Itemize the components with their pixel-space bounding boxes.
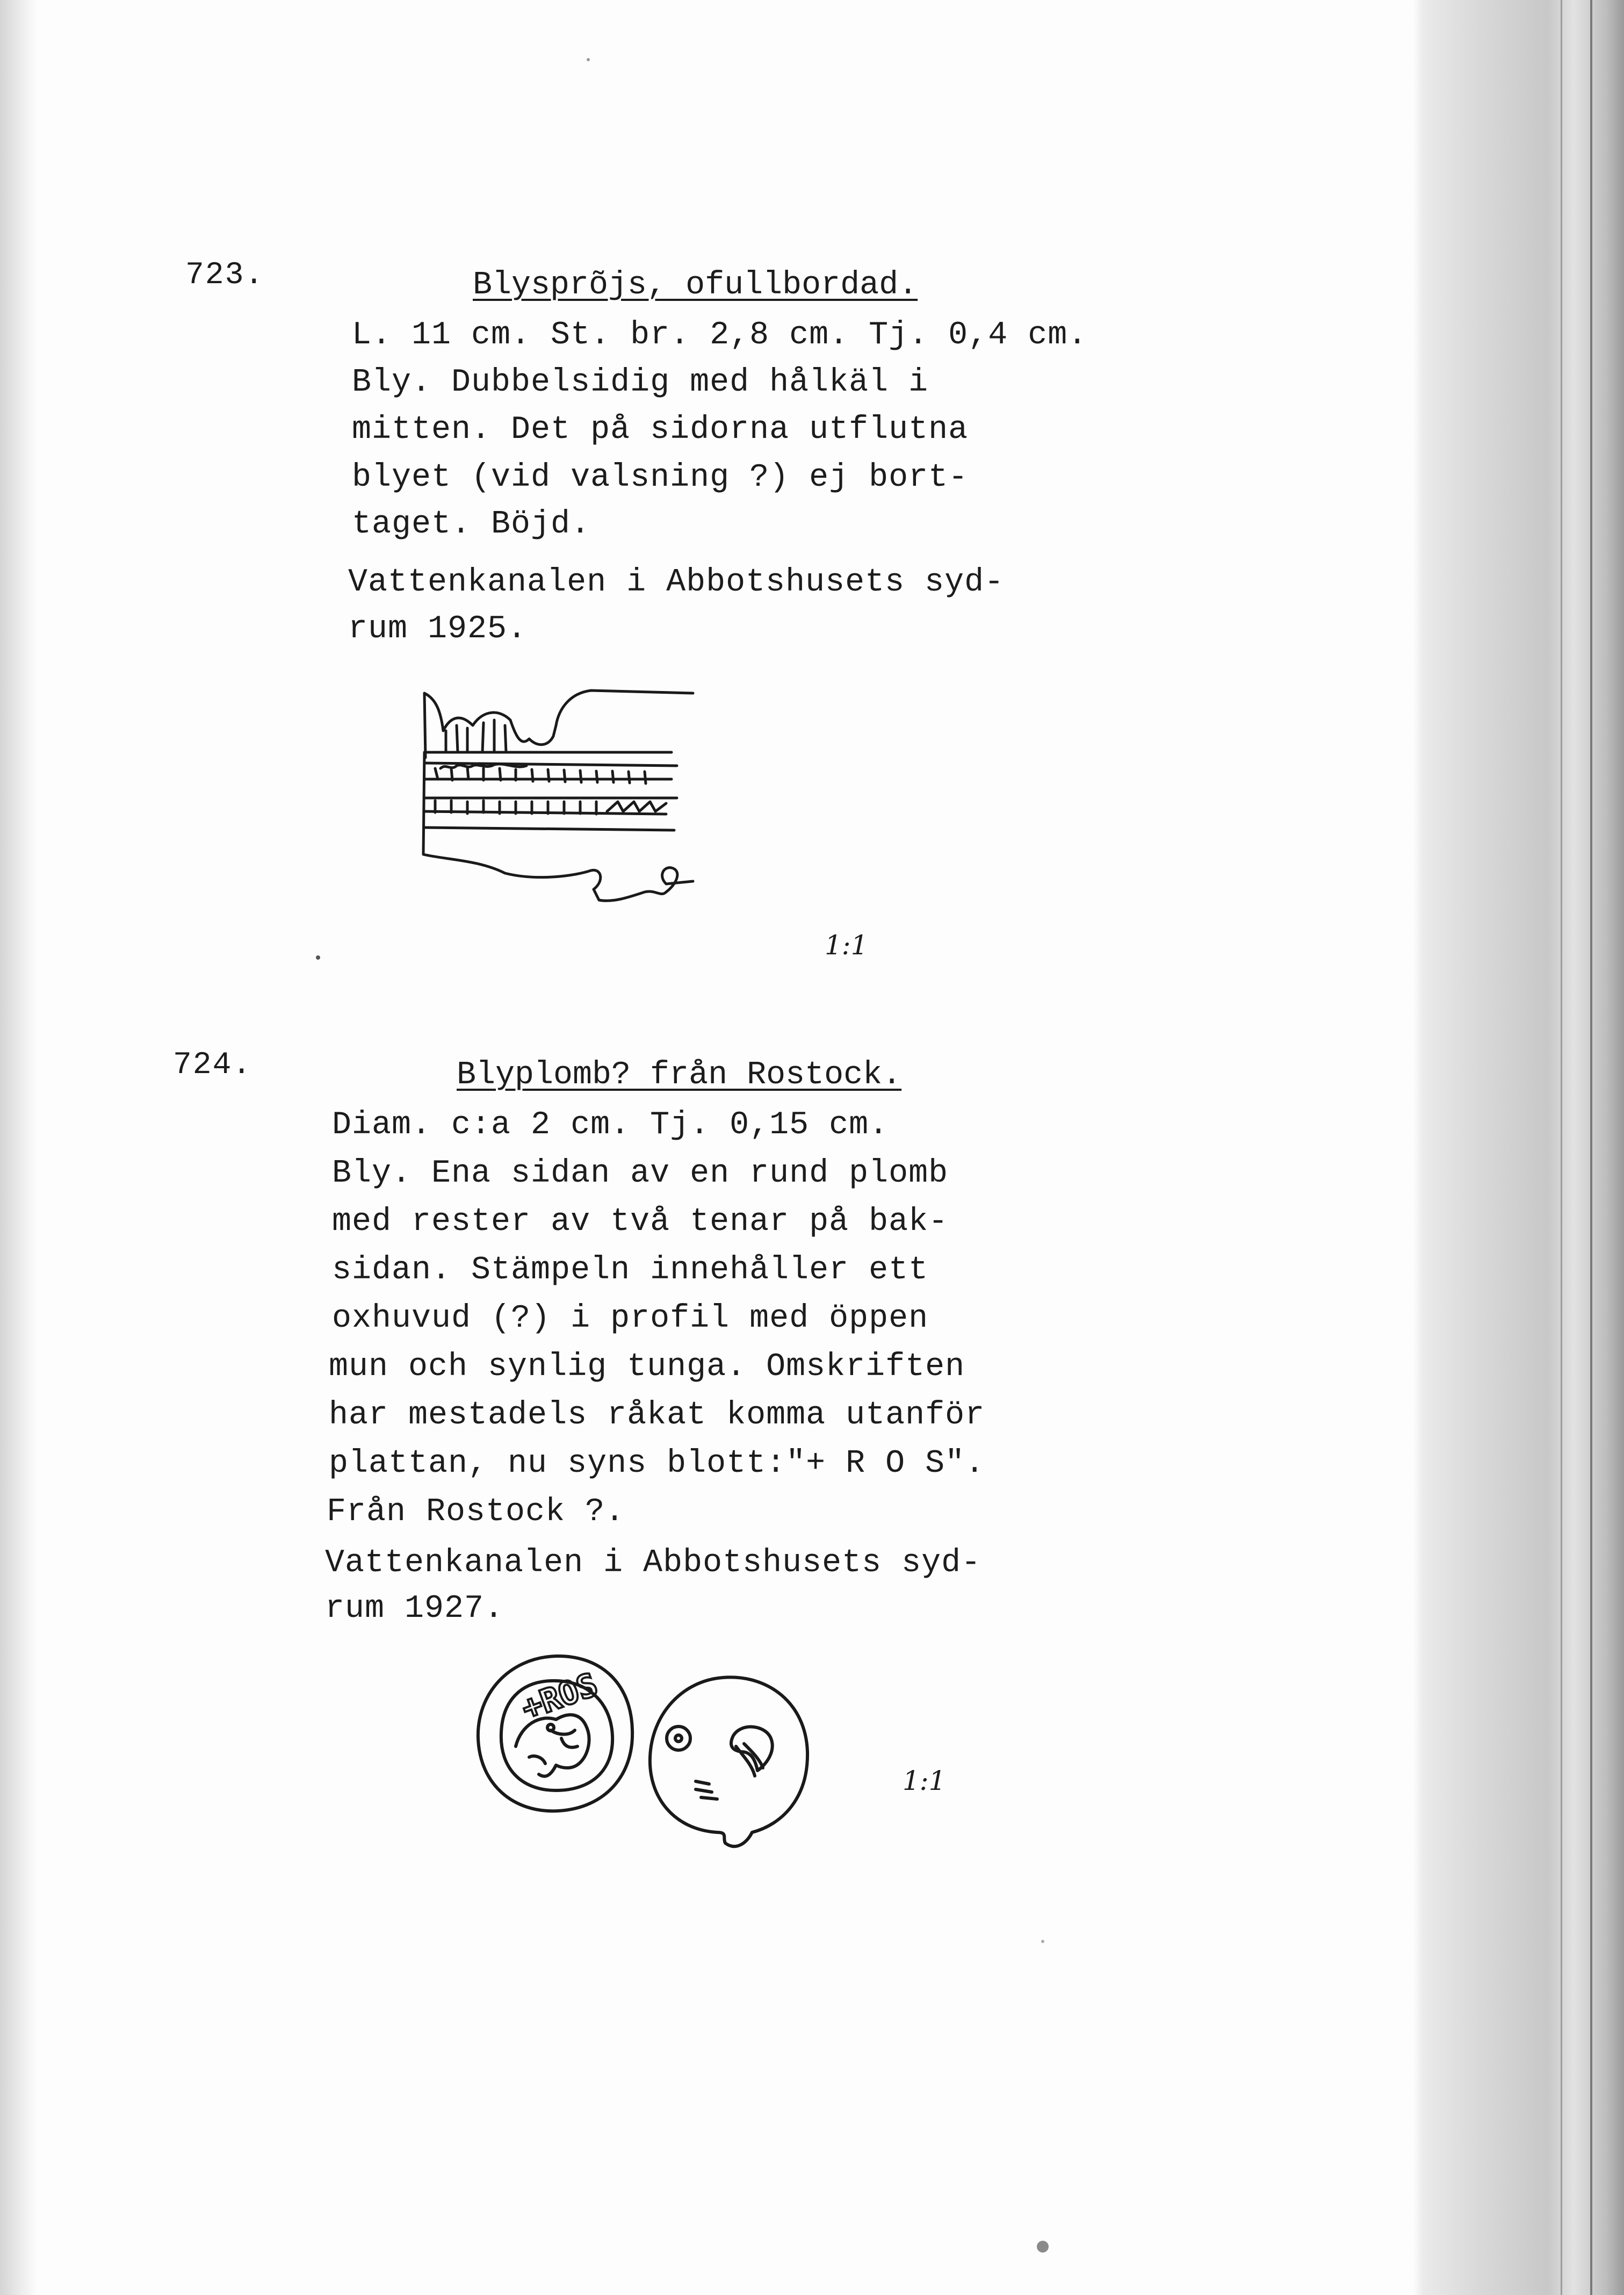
description-line: L. 11 cm. St. br. 2,8 cm. Tj. 0,4 cm. <box>352 317 1088 354</box>
description-line: plattan, nu syns blott:"+ R O S". <box>329 1445 985 1482</box>
lead-strip-sketch <box>414 677 714 924</box>
description-line: mitten. Det på sidorna utflutna <box>352 412 969 448</box>
seal-inscription: +ROS <box>516 1665 603 1728</box>
location-line: Vattenkanalen i Abbotshusets syd- <box>348 564 1005 601</box>
scan-speck <box>316 955 320 960</box>
description-line: oxhuvud (?) i profil med öppen <box>332 1300 929 1337</box>
scan-shadow-right <box>1413 0 1624 2295</box>
entry-title: Blyplomb? från Rostock. <box>457 1057 902 1093</box>
description-line: Bly. Dubbelsidig med hålkäl i <box>352 364 929 401</box>
seal-obverse-sketch <box>470 1650 642 1822</box>
description-line: har mestadels råkat komma utanför <box>329 1397 985 1434</box>
description-line: Bly. Ena sidan av en rund plomb <box>332 1155 949 1192</box>
page-edge-line <box>1590 0 1592 2295</box>
scan-speck <box>587 58 590 61</box>
entry-title: Blysprõjs, ofullbordad. <box>473 267 918 304</box>
seal-reverse-sketch <box>642 1671 819 1854</box>
scan-shadow-left <box>0 0 38 2295</box>
location-line: Vattenkanalen i Abbotshusets syd- <box>325 1545 981 1581</box>
description-line: blyet (vid valsning ?) ej bort- <box>352 459 969 496</box>
scale-label: 1:1 <box>825 930 868 961</box>
description-line: sidan. Stämpeln innehåller ett <box>332 1252 929 1289</box>
description-line: Från Rostock ?. <box>327 1494 625 1530</box>
entry-number: 723. <box>185 258 265 293</box>
page-edge-line <box>1561 0 1562 2295</box>
location-line: rum 1925. <box>348 611 528 648</box>
scan-speck <box>1037 2241 1049 2253</box>
scale-label: 1:1 <box>903 1765 946 1796</box>
description-line: Diam. c:a 2 cm. Tj. 0,15 cm. <box>332 1107 889 1143</box>
entry-number: 724. <box>173 1048 252 1083</box>
scan-speck <box>1041 1940 1044 1943</box>
description-line: taget. Böjd. <box>352 506 591 543</box>
location-line: rum 1927. <box>325 1591 504 1627</box>
description-line: mun och synlig tunga. Omskriften <box>329 1349 965 1385</box>
description-line: med rester av två tenar på bak- <box>332 1204 949 1240</box>
